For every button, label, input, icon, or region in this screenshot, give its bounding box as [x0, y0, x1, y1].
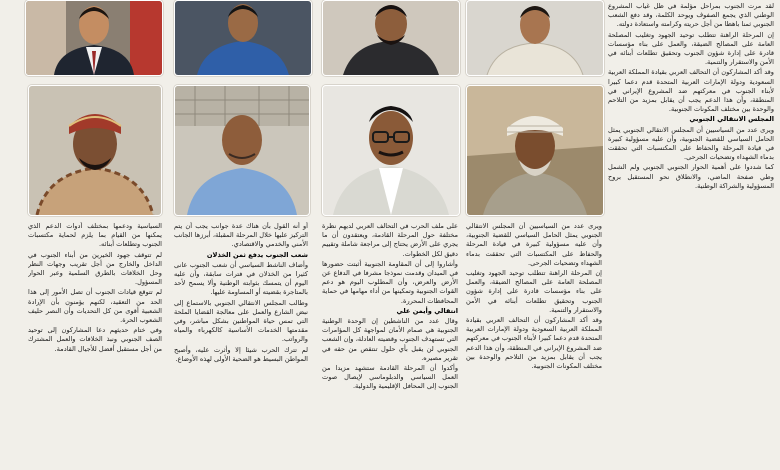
portrait-row1-b	[174, 0, 312, 76]
paragraph: وطالب المجلس الانتقالي الجنوبي بالاستماع إلى نبض الشارع والعمل على معالجة القضايا الملحة التي تمس حياة المواطنين بشكل مباشر، وفي مقدمتها الخدمات الأساسية كالكهرباء والمياه والرواتب.	[174, 298, 308, 344]
portrait-row1-d	[466, 0, 604, 76]
paragraph: إن المرحلة الراهنة تتطلب توحيد الجهود وتغليب المصلحة العامة على المصالح الضيقة، والعمل على بناء مؤسسات قادرة على إدارة شؤون الجنوب وتحقيق تطلعات أبنائه في الأمن والاستقرار والتنمية.	[608, 30, 774, 67]
person-headwrap-icon	[29, 86, 161, 215]
portrait-row2-c	[322, 85, 460, 216]
paragraph: أو أنه القول بأن هناك عدة جوانب يجب أن يتم التركيز عليها خلال المرحلة المقبلة، أبرزها الجانب الأمني والخدمي والاقتصادي.	[174, 222, 308, 249]
paragraph: وفي ختام حديثهم دعا المشاركون إلى توحيد الصف الجنوبي ونبذ الخلافات والعمل المشترك من أجل مستقبل أفضل للأجيال القادمة.	[28, 326, 162, 353]
article-column-left	[28, 222, 162, 468]
subheading: انتقالي وأيمن علي	[396, 306, 458, 315]
paragraph: وأكدوا أن المرحلة القادمة ستشهد مزيدا من العمل السياسي والدبلوماسي لإيصال صوت الجنوب إلى المحافل الإقليمية والدولية.	[322, 364, 458, 391]
person-blue-shirt-icon	[175, 1, 311, 75]
subheading: المجلس الانتقالي الجنوبي	[689, 115, 774, 124]
paragraph: ويرى عدد من السياسيين أن المجلس الانتقالي الجنوبي يمثل الحامل السياسي للقضية الجنوبية، وأن عليه مسؤولية كبيرة في قيادة المرحلة والحفاظ على المكتسبات التي تحققت بدماء الشهداء وتضحيات الجرحى.	[608, 125, 774, 162]
paragraph: كما شددوا على أهمية الحوار الجنوبي الجنوبي ولم الشمل وطي صفحة الماضي، والانطلاق نحو المستقبل بروح المسؤولية والشراكة الوطنية.	[608, 163, 774, 190]
portrait-row2-b	[174, 85, 310, 216]
paragraph: لم تترك الحرب شيئا إلا وأثرت عليه، وأصبح المواطن البسيط هو الضحية الأولى لهذه الأوضاع.	[174, 345, 308, 363]
person-suit-tie-icon	[26, 1, 162, 75]
portrait-row1-c	[322, 0, 460, 76]
portrait-row1-a	[25, 0, 163, 76]
article-column-center-left	[174, 222, 308, 468]
paragraph: على ملف الحرب في التحالف العربي لديهم نظرة مختلفة حول المرحلة القادمة، ويعتقدون أن ما يجري على الأرض يحتاج إلى مراجعة شاملة وتقييم دقيق لكل الخطوات.	[322, 222, 458, 258]
paragraph: لم تتوقف جهود الخيرين من أبناء الجنوب في الداخل والخارج من أجل تقريب وجهات النظر وحل الخلافات بالطرق السلمية وعبر الحوار المسؤول.	[28, 250, 162, 287]
person-dark-shirt-icon	[323, 1, 459, 75]
paragraph: وقال عدد من الناشطين إن الوحدة الوطنية الجنوبية هي صمام الأمان لمواجهة كل المؤامرات التي تستهدف الجنوب وقضيته العادلة، وإن الشعب الجنوبي لن يقبل بأي حلول تنتقص من حقه في تقرير مصيره.	[322, 317, 458, 362]
person-turban-outdoor-icon	[467, 86, 603, 215]
person-bald-blue-shirt-icon	[175, 86, 309, 215]
paragraph: وقد أكد المشاركون أن التحالف العربي بقيادة المملكة العربية السعودية ودولة الإمارات العربية المتحدة قدم دعما كبيرا لأبناء الجنوب في معركتهم ضد المشروع الإيراني في المنطقة، وأن هذا الدعم يجب أن يقابل بمزيد من التلاحم والوحدة بين مختلف المكونات الجنوبية.	[466, 316, 602, 371]
paragraph: ويرى عدد من السياسيين أن المجلس الانتقالي الجنوبي يمثل الحامل السياسي للقضية الجنوبية، وأن عليه مسؤولية كبيرة في قيادة المرحلة والحفاظ على المكتسبات التي تحققت بدماء الشهداء وتضحيات الجرحى.	[466, 222, 602, 267]
paragraph: لم تتوقع قيادات الجنوب أن تصل الأمور إلى هذا الحد من التعقيد، لكنهم يؤمنون بأن الإرادة الشعبية أقوى من كل التحديات وأن النصر حليف الشعوب الحرة.	[28, 288, 162, 325]
portrait-row2-a	[28, 85, 162, 216]
paragraph: إن المرحلة الراهنة تتطلب توحيد الجهود وتغليب المصلحة العامة على المصالح الضيقة، والعمل على بناء مؤسسات قادرة على إدارة شؤون الجنوب وتحقيق تطلعات أبنائه في الأمن والاستقرار والتنمية.	[466, 269, 602, 314]
paragraph: لقد مرت الجنوب بمراحل مؤلمة في ظل غياب المشروع الوطني الذي يجمع الصفوف ويوحد الكلمة، وقد دفع الشعب الجنوبي ثمنا باهظا من أجل حريته وكرامته واستعادة دولته.	[608, 2, 774, 29]
person-glasses-icon	[323, 86, 459, 215]
paragraph: وقد أكد المشاركون أن التحالف العربي بقيادة المملكة العربية السعودية ودولة الإمارات العربية المتحدة قدم دعما كبيرا لأبناء الجنوب في معركتهم ضد المشروع الإيراني في المنطقة، وأن هذا الدعم يجب أن يقابل بمزيد من التلاحم والوحدة بين مختلف المكونات الجنوبية.	[608, 68, 774, 114]
article-column-center-right	[322, 222, 458, 468]
paragraph: وأشاروا إلى أن المقاومة الجنوبية أثبتت حضورها في الميدان وقدمت نموذجا مشرفا في الدفاع عن الأرض والعرض، وأن المطلوب اليوم هو دعم القوات الجنوبية وتمكينها من أداء مهامها في حماية المحافظات المحررة.	[322, 259, 458, 305]
portrait-row2-d	[466, 85, 604, 216]
person-light-shirt-icon	[467, 1, 603, 75]
article-column-right	[608, 2, 774, 468]
paragraph: وأضاف الناشط السياسي أن شعب الجنوب عانى كثيرا من الخذلان في فترات سابقة، وأن عليه اليوم أن يتمسك بثوابته الوطنية وألا يسمح لأحد بالمتاجرة بقضيته أو المساومة عليها.	[174, 260, 308, 297]
subheading: شعب الجنوب يدفع ثمن الخذلان	[206, 250, 308, 259]
paragraph: السياسية ودعمها بمختلف أدوات الدعم الذي يمكنها من القيام بما يلزم لحماية مكتسبات الجنوب وتطلعات أبنائه.	[28, 222, 162, 249]
article-column-center-right-2	[466, 222, 602, 468]
